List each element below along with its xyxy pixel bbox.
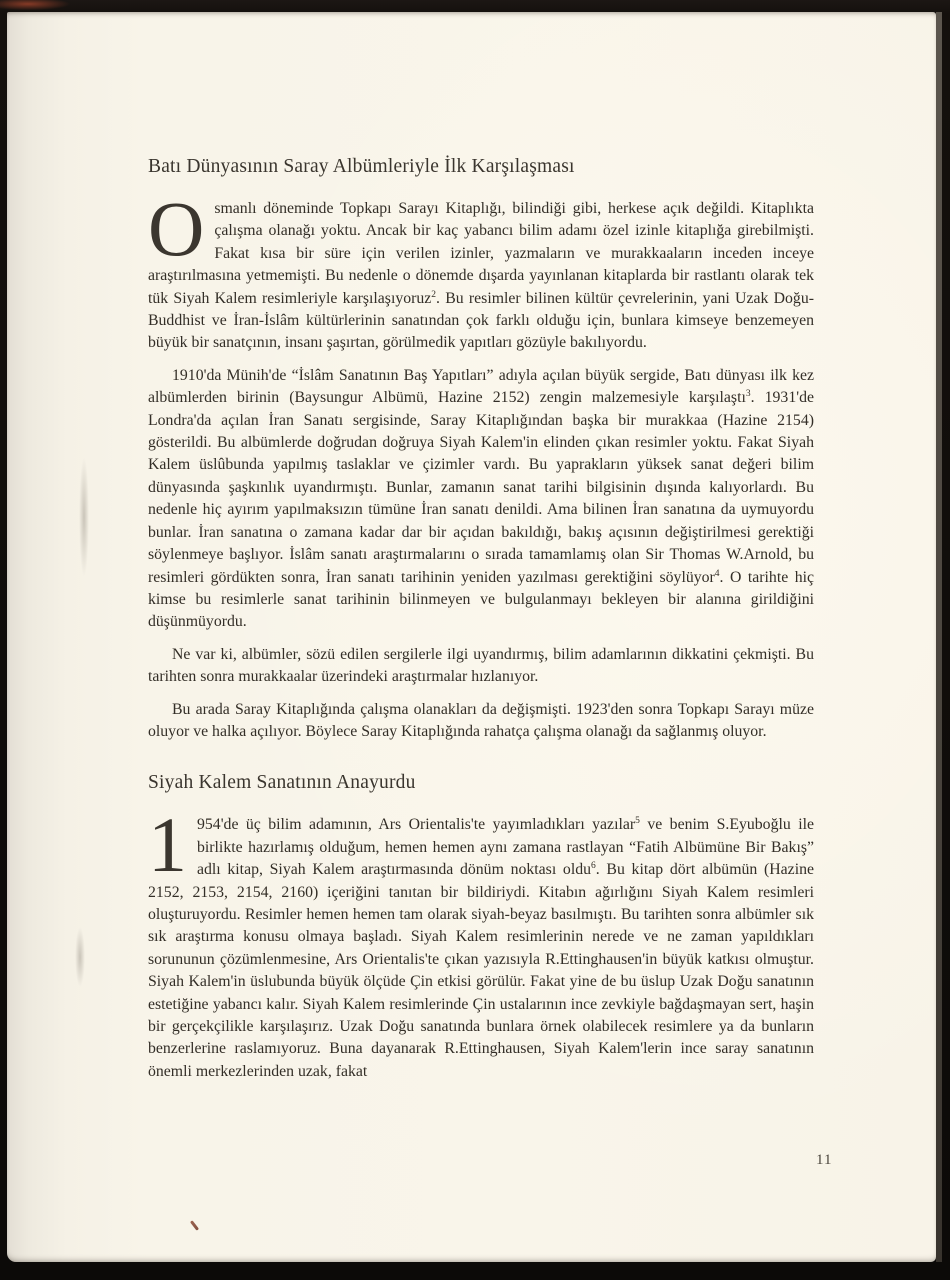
gutter-smudge [75, 927, 85, 987]
paragraph: Ne var ki, albümler, sözü edilen sergilerle ilgi uyandırmış, bilim adamlarının dikkatini çekmişti. Bu tarihten sonra murakkaalar üzerindeki araştırmalar hızlanıyor. [148, 645, 814, 686]
page-number: 11 [816, 1152, 833, 1168]
footnote-marker: 5 [635, 816, 640, 827]
drop-cap: O [148, 185, 205, 272]
pen-mark-artifact [190, 1220, 199, 1231]
paragraph: 1 954'de üç bilim adamının, Ars Orientalis'te yayımladıkları yazılar$^5$ ve benim S.Eyuboğlu ile birlikte hazırlamış olduğum, hemen hemen aynı zamana rastlayan “Fatih Albümüne Bir Bakış” adlı kitap, Siyah Kalem araştırmasında dönüm noktası oldu$^6$. Bu kitap dört albümün (Hazine 2152, 2153, 2154, 2160) içeriğini tanıtan bir bildiriydi. Kitabın ağırlığını Siyah Kalem resimleri oluşturuyordu. Resimler hemen hemen tam olarak siyah-beyaz basılmıştı. Bu tarihten sonra albümler sık sık araştırma konusu olmaya başladı. Siyah Kalem resimlerinin nerede ve ne zaman yapıldıkları sorununun çözümlenmesine, Ars Orientalis'te çıkan yazısıyla R.Ettinghausen'in büyük katkısı olmuştur. Siyah Kalem'in üslubunda büyük ölçüde Çin etkisi görülür. Fakat yine de bu üslup Uzak Doğu sanatının estetiğine yabancı kalır. Siyah Kalem resimlerinde Çin ustalarının ince zevkiyle bağdaşmayan sert, haşin bir gerçekçilikle karşılaşırız. Uzak Doğu sanatında bunlara örnek olabilecek resimlere ya da bunların benzerlerine raslamıyoruz. Buna dayanarak R.Ettinghausen, Siyah Kalem'lerin ince saray sanatının önemli merkezlerinden uzak, fakat [148, 801, 814, 1080]
scanner-edge-smudge [0, 0, 110, 12]
footnote-marker: 4 [714, 568, 720, 579]
footnote-marker: 2 [431, 289, 437, 300]
page-content [148, 155, 814, 1093]
paragraph: Bu arada Saray Kitaplığında çalışma olanakları da değişmişti. 1923'den sonra Topkapı Sarayı müze oluyor ve halka açılıyor. Böylece Saray Kitaplığında rahatça çalışma olanağı da sağlanmış oluyor. [148, 700, 814, 740]
section-body [148, 801, 814, 1083]
section-heading: Batı Dünyasının Saray Albümleriyle İlk Karşılaşması [148, 156, 575, 177]
section-western-encounter [148, 155, 814, 743]
paragraph: 1910'da Münih'de “İslâm Sanatının Baş Yapıtları” adıyla açılan büyük sergide, Batı dünyası ilk kez albümlerden birinin (Baysungur Albümü, Hazine 2152) zengin malzemesiyle karşılaştı$^3$. 1931'de Londra'da açılan İran Sanatı sergisinde, Saray Kitaplığından başka bir murakkaa (Hazine 2154) gösterildi. Bu albümlerde doğrudan doğruya Siyah Kalem'in elinden çıkan resimler yoktu. Fakat Siyah Kalem üslûbunda yapılmış taslaklar ve çizimler vardı. Bu yaprakların yüksek sanat değeri bilim dünyasında şaşkınlık uyandırmıştı. Bunlar, zamanın sanat tarihi bilgisinin dışında kalıyorlardı. Bu nedenle hiç ayırım yapılmaksızın tümüne İran sanatı denildi. Ama bilinen İran sanatına da uymuyordu bunlar. İran sanatına o zamana kadar dar bir açıdan bakıldığı, bakış açısının değiştirilmesi gerektiği söylenmeye başlıyor. İslâm sanatı araştırmalarını o sırada tamamlamış olan Sir Thomas W.Arnold, bu resimleri gördükten sonra, İran sanatı tarihinin yeniden yazılması gerektiğini söylüyor$^4$. O tarihte hiç kimse bu resimlerle sanat tarihinin bilinmeyen ve bulgulanmayı bekleyen bir alanına girildiğini düşünmüyordu. [148, 366, 815, 631]
drop-cap: 1 [148, 801, 187, 889]
footnote-marker: 6 [591, 861, 596, 872]
paragraph: Osmanlı döneminde Topkapı Sarayı Kitaplığı, bilindiği gibi, herkese açık değildi. Kitaplıkta çalışma olanağı yoktu. Ancak bir kaç yabancı bilim adamı özel izinle kitaplığa girebilmişti. Fakat kısa bir süre için verilen izinler, yazmaların ve murakkaaların inceden inceye araştırılmasına yetmemişti. Bu nedenle o dönemde dışarda yayınlanan kitaplarda bir rastlantı olarak tek tük Siyah Kalem resimleriyle karşılaşıyoruz$^2$. Bu resimler bilinen kültür çevrelerinin, yani Uzak Doğu-Buddhist ve İran-İslâm kültürlerinin sanatından çok farklı olduğu için, bunlara kimseye benzemeyen büyük bir sanatçının, insanı şaşırtan, görülmedik yapıtları gözüyle bakılıyordu. [148, 185, 814, 352]
section-body [148, 185, 815, 743]
section-heading: Siyah Kalem Sanatının Anayurdu [148, 772, 416, 794]
page-edge-shadow [936, 12, 942, 1262]
section-siyah-kalem-homeland [148, 771, 814, 1083]
book-page [7, 12, 936, 1262]
footnote-marker: 3 [745, 389, 751, 400]
gutter-smudge [79, 457, 89, 577]
